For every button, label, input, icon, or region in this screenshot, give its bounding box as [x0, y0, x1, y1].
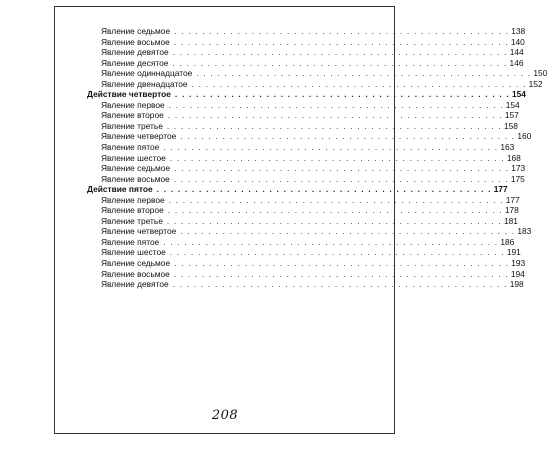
toc-scene-entry: [87, 152, 521, 164]
toc-entry-title: Явление шестое: [101, 247, 166, 258]
toc-entry-page: 186: [500, 236, 515, 247]
toc-entry-title: Явление восьмое: [101, 36, 170, 47]
toc-scene-entry: [87, 268, 525, 280]
toc-entry-page: 144: [509, 47, 524, 58]
toc-dot-leader: . . . . . . . . . . . . . . . . . . . . . . . . . . . . . . . . . . . . . . . . . . . . . . . .: [173, 173, 509, 184]
toc-entry-title: Явление четвертое: [101, 226, 177, 237]
toc-scene-entry: [87, 205, 519, 216]
toc-entry-page: 194: [510, 268, 525, 279]
toc-entry-title: Явление десятое: [101, 57, 169, 68]
toc-scene-entry: [87, 26, 526, 37]
toc-entry-page: 173: [511, 163, 526, 174]
toc-entry-page: 146: [509, 57, 524, 68]
toc-dot-leader: . . . . . . . . . . . . . . . . . . . . . . . . . . . . . . . . . . . . . . . . . . . . . . . .: [174, 163, 510, 174]
toc-entry-title: Явление второе: [101, 205, 164, 216]
toc-entry-page: 175: [510, 173, 525, 184]
toc-dot-leader: . . . . . . . . . . . . . . . . . . . . . . . . . . . . . . . . . . . . . . . . . . . . . . . .: [163, 142, 499, 153]
toc-entry-title: Явление пятое: [101, 142, 160, 153]
toc-dot-leader: . . . . . . . . . . . . . . . . . . . . . . . . . . . . . . . . . . . . . . . . . . . . . . . .: [167, 205, 503, 216]
toc-dot-leader: . . . . . . . . . . . . . . . . . . . . . . . . . . . . . . . . . . . . . . . . . . . . . . . .: [174, 258, 510, 269]
toc-entry-title: Явление одиннадцатое: [101, 68, 193, 79]
toc-scene-entry: [87, 215, 518, 227]
toc-entry-title: Явление четвертое: [101, 131, 177, 142]
toc-scene-entry: [87, 36, 525, 48]
toc-entry-title: Явление первое: [101, 99, 165, 110]
toc-entry-page: 138: [511, 26, 526, 36]
toc-scene-entry: [87, 173, 525, 185]
toc-entry-title: Явление второе: [101, 110, 164, 121]
toc-entry-page: 191: [506, 247, 521, 258]
toc-scene-entry: [87, 131, 532, 142]
toc-dot-leader: . . . . . . . . . . . . . . . . . . . . . . . . . . . . . . . . . . . . . . . . . . . . . . . .: [166, 215, 502, 226]
toc-scene-entry: [87, 99, 520, 111]
toc-entry-page: 160: [517, 131, 532, 142]
toc-scene-entry: [87, 247, 521, 258]
toc-entry-page: 183: [517, 226, 532, 237]
toc-entry-title: Явление восьмое: [101, 173, 170, 184]
toc-entry-page: 150: [533, 68, 547, 79]
toc-scene-entry: [87, 78, 543, 90]
toc-entry-title: Явление двенадцатое: [101, 78, 188, 89]
toc-act-entry: [87, 89, 526, 100]
toc-dot-leader: . . . . . . . . . . . . . . . . . . . . . . . . . . . . . . . . . . . . . . . . . . . . . . . .: [169, 247, 505, 258]
toc-dot-leader: . . . . . . . . . . . . . . . . . . . . . . . . . . . . . . . . . . . . . . . . . . . . . . . .: [167, 110, 503, 121]
toc-entry-page: 154: [511, 89, 526, 100]
toc-scene-entry: [87, 279, 524, 290]
toc-dot-leader: . . . . . . . . . . . . . . . . . . . . . . . . . . . . . . . . . . . . . . . . . . . . . . . .: [191, 78, 527, 89]
toc-scene-entry: [87, 110, 519, 121]
toc-dot-leader: . . . . . . . . . . . . . . . . . . . . . . . . . . . . . . . . . . . . . . . . . . . . . . . .: [172, 57, 508, 68]
toc-dot-leader: . . . . . . . . . . . . . . . . . . . . . . . . . . . . . . . . . . . . . . . . . . . . . . . .: [172, 279, 508, 290]
toc-scene-entry: [87, 120, 518, 132]
toc-entry-page: 152: [528, 78, 543, 89]
toc-scene-entry: [87, 163, 526, 174]
toc-scene-entry: [87, 258, 526, 269]
toc-entry-page: 163: [500, 142, 515, 153]
toc-act-entry: [87, 184, 508, 195]
toc-entry-title: Явление третье: [101, 215, 163, 226]
toc-entry-title: Явление седьмое: [101, 163, 171, 174]
toc-entry-title: Явление седьмое: [101, 258, 171, 269]
toc-dot-leader: . . . . . . . . . . . . . . . . . . . . . . . . . . . . . . . . . . . . . . . . . . . . . . . .: [156, 184, 492, 195]
toc-dot-leader: . . . . . . . . . . . . . . . . . . . . . . . . . . . . . . . . . . . . . . . . . . . . . . . .: [168, 99, 504, 110]
toc-entry-title: Явление пятое: [101, 236, 160, 247]
page-number: 208: [211, 408, 239, 423]
toc-entry-title: Явление третье: [101, 120, 163, 131]
toc-dot-leader: . . . . . . . . . . . . . . . . . . . . . . . . . . . . . . . . . . . . . . . . . . . . . . . .: [169, 152, 505, 163]
toc-scene-entry: [87, 226, 532, 237]
toc-dot-leader: . . . . . . . . . . . . . . . . . . . . . . . . . . . . . . . . . . . . . . . . . . . . . . . .: [173, 268, 509, 279]
toc-dot-leader: . . . . . . . . . . . . . . . . . . . . . . . . . . . . . . . . . . . . . . . . . . . . . . . .: [180, 131, 516, 142]
toc-dot-leader: . . . . . . . . . . . . . . . . . . . . . . . . . . . . . . . . . . . . . . . . . . . . . . . .: [180, 226, 516, 237]
toc-entry-page: 177: [505, 194, 520, 205]
table-of-contents: [87, 26, 547, 290]
toc-entry-page: 181: [503, 215, 518, 226]
toc-entry-page: 140: [510, 36, 525, 47]
toc-dot-leader: . . . . . . . . . . . . . . . . . . . . . . . . . . . . . . . . . . . . . . . . . . . . . . . .: [196, 68, 532, 79]
toc-entry-title: Явление первое: [101, 194, 165, 205]
toc-entry-page: 193: [511, 258, 526, 269]
toc-scene-entry: [87, 68, 547, 79]
toc-scene-entry: [87, 194, 520, 206]
toc-entry-title: Действие четвертое: [87, 89, 171, 100]
toc-scene-entry: [87, 236, 515, 248]
toc-entry-title: Явление девятое: [101, 279, 169, 290]
toc-entry-page: 154: [505, 99, 520, 110]
toc-entry-title: Действие пятое: [87, 184, 153, 195]
toc-scene-entry: [87, 57, 524, 69]
toc-entry-title: Явление седьмое: [101, 26, 171, 36]
toc-scene-entry: [87, 47, 524, 58]
toc-dot-leader: . . . . . . . . . . . . . . . . . . . . . . . . . . . . . . . . . . . . . . . . . . . . . . . .: [168, 194, 504, 205]
toc-entry-title: Явление восьмое: [101, 268, 170, 279]
toc-dot-leader: . . . . . . . . . . . . . . . . . . . . . . . . . . . . . . . . . . . . . . . . . . . . . . . .: [163, 236, 499, 247]
toc-entry-page: 157: [504, 110, 519, 121]
toc-entry-page: 178: [504, 205, 519, 216]
toc-dot-leader: . . . . . . . . . . . . . . . . . . . . . . . . . . . . . . . . . . . . . . . . . . . . . . . .: [174, 26, 510, 36]
toc-entry-page: 177: [493, 184, 508, 195]
toc-entry-page: 158: [503, 120, 518, 131]
toc-dot-leader: . . . . . . . . . . . . . . . . . . . . . . . . . . . . . . . . . . . . . . . . . . . . . . . .: [172, 47, 508, 58]
toc-scene-entry: [87, 142, 515, 153]
toc-entry-page: 168: [506, 152, 521, 163]
toc-entry-title: Явление шестое: [101, 152, 166, 163]
toc-dot-leader: . . . . . . . . . . . . . . . . . . . . . . . . . . . . . . . . . . . . . . . . . . . . . . . .: [173, 36, 509, 47]
toc-entry-page: 198: [509, 279, 524, 290]
toc-dot-leader: . . . . . . . . . . . . . . . . . . . . . . . . . . . . . . . . . . . . . . . . . . . . . . . .: [166, 120, 502, 131]
toc-entry-title: Явление девятое: [101, 47, 169, 58]
toc-dot-leader: . . . . . . . . . . . . . . . . . . . . . . . . . . . . . . . . . . . . . . . . . . . . . . . .: [174, 89, 510, 100]
